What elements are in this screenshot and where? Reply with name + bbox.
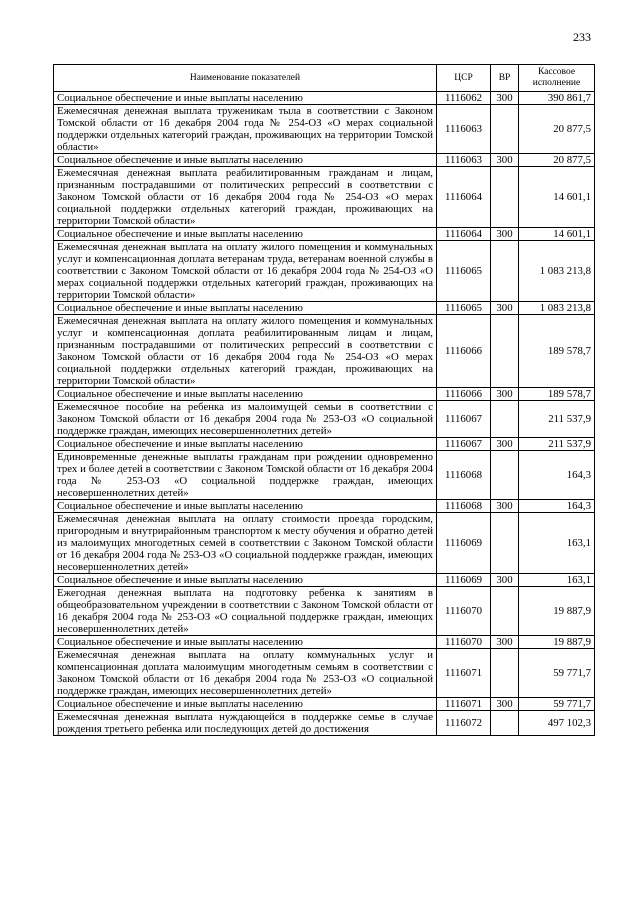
table-row [54,698,595,711]
row-vr: 300 [491,302,519,315]
row-csr: 1116069 [437,513,491,574]
row-vr [491,401,519,438]
row-vr [491,241,519,302]
table-row [54,513,595,574]
row-description: Социальное обеспечение и иные выплаты населению [54,438,437,451]
row-vr: 300 [491,388,519,401]
row-csr: 1116066 [437,388,491,401]
row-vr: 300 [491,92,519,105]
row-description: Социальное обеспечение и иные выплаты населению [54,636,437,649]
row-csr: 1116071 [437,698,491,711]
table-row [54,401,595,438]
row-amount: 164,3 [519,451,595,500]
row-vr: 300 [491,698,519,711]
row-description: Социальное обеспечение и иные выплаты населению [54,92,437,105]
table-row [54,105,595,154]
table-row [54,574,595,587]
row-amount: 20 877,5 [519,105,595,154]
header-name: Наименование показателей [54,65,437,92]
row-csr: 1116063 [437,154,491,167]
row-csr: 1116065 [437,241,491,302]
row-csr: 1116069 [437,574,491,587]
row-description: Социальное обеспечение и иные выплаты населению [54,154,437,167]
table-row [54,154,595,167]
row-csr: 1116066 [437,315,491,388]
row-amount: 163,1 [519,513,595,574]
table-row [54,587,595,636]
row-amount: 163,1 [519,574,595,587]
page-number: 233 [573,30,591,44]
table-row [54,438,595,451]
row-description: Социальное обеспечение и иные выплаты населению [54,698,437,711]
row-amount: 1 083 213,8 [519,241,595,302]
row-csr: 1116067 [437,438,491,451]
header-kassovoe: Кассовое исполнение [519,65,595,92]
table-row [54,167,595,228]
row-description: Ежемесячная денежная выплата на оплату стоимости проезда городским, пригородным и внутрирайонным транспортом к месту обучения и обратно детей из малоимущих многодетных семей в соответствии с Законом Томской области от 16 декабря 2004 года № 253-ОЗ «О социальной поддержке граждан, имеющих несовершеннолетних детей» [54,513,437,574]
row-csr: 1116070 [437,587,491,636]
row-amount: 189 578,7 [519,388,595,401]
row-description: Социальное обеспечение и иные выплаты населению [54,302,437,315]
row-description: Социальное обеспечение и иные выплаты населению [54,574,437,587]
table-row [54,302,595,315]
row-vr [491,105,519,154]
row-amount: 14 601,1 [519,228,595,241]
table-row [54,711,595,736]
row-csr: 1116068 [437,500,491,513]
row-csr: 1116072 [437,711,491,736]
row-vr: 300 [491,574,519,587]
table-row [54,649,595,698]
row-csr: 1116068 [437,451,491,500]
header-vr: ВР [491,65,519,92]
table-row [54,92,595,105]
row-csr: 1116067 [437,401,491,438]
row-csr: 1116064 [437,167,491,228]
row-amount: 59 771,7 [519,649,595,698]
row-amount: 164,3 [519,500,595,513]
row-description: Ежемесячная денежная выплата на оплату жилого помещения и коммунальных услуг и компенсационная доплата реабилитированным лицам и лицам, признанным пострадавшими от политических репрессий в соответствии с Законом Томской области от 16 декабря 2004 года № 254-ОЗ «О мерах социальной поддержки отдельных категорий граждан, проживающих на территории Томской области» [54,315,437,388]
row-amount: 14 601,1 [519,167,595,228]
table-header-row [54,65,595,92]
row-description: Ежемесячная денежная выплата труженикам тыла в соответствии с Законом Томской области от 16 декабря 2004 года № 254-ОЗ «О мерах социальной поддержки отдельных категорий граждан, проживающих на территории Томской области» [54,105,437,154]
row-amount: 211 537,9 [519,438,595,451]
row-csr: 1116071 [437,649,491,698]
row-description: Ежемесячная денежная выплата нуждающейся в поддержке семье в случае рождения третьего ребенка или последующих детей до достижения [54,711,437,736]
row-vr [491,513,519,574]
row-description: Ежемесячная денежная выплата реабилитированным гражданам и лицам, признанным пострадавшими от политических репрессий в соответствии с Законом Томской области от 16 декабря 2004 года № 254-ОЗ «О мерах социальной поддержки отдельных категорий граждан, проживающих на территории Томской области» [54,167,437,228]
row-csr: 1116062 [437,92,491,105]
row-description: Ежемесячная денежная выплата на оплату жилого помещения и коммунальных услуг и компенсационная доплата ветеранам труда, ветеранам военной службы в соответствии с Законом Томской области от 16 декабря 2004 года № 254-ОЗ «О мерах социальной поддержки отдельных категорий граждан, проживающих на территории Томской области» [54,241,437,302]
row-vr [491,649,519,698]
header-csr: ЦСР [437,65,491,92]
row-description: Социальное обеспечение и иные выплаты населению [54,388,437,401]
table-row [54,500,595,513]
row-description: Ежемесячная денежная выплата на оплату коммунальных услуг и компенсационная доплата малоимущим многодетным семьям в соответствии с Законом Томской области от 16 декабря 2004 года № 253-ОЗ «О социальной поддержке граждан, имеющих несовершеннолетних детей» [54,649,437,698]
row-vr [491,711,519,736]
row-amount: 189 578,7 [519,315,595,388]
table-row [54,636,595,649]
table-row [54,228,595,241]
row-amount: 211 537,9 [519,401,595,438]
table-row [54,388,595,401]
row-vr [491,587,519,636]
row-description: Ежегодная денежная выплата на подготовку ребенка к занятиям в общеобразовательном учреждении в соответствии с Законом Томской области от 16 декабря 2004 года № 253-ОЗ «О социальной поддержке граждан, имеющих несовершеннолетних детей» [54,587,437,636]
row-csr: 1116070 [437,636,491,649]
row-description: Единовременные денежные выплаты гражданам при рождении одновременно трех и более детей в соответствии с Законом Томской области от 16 декабря 2004 года № 253-ОЗ «О социальной поддержке граждан, имеющих несовершеннолетних детей» [54,451,437,500]
row-csr: 1116065 [437,302,491,315]
row-vr: 300 [491,228,519,241]
row-amount: 1 083 213,8 [519,302,595,315]
table-row [54,451,595,500]
row-amount: 59 771,7 [519,698,595,711]
row-csr: 1116063 [437,105,491,154]
row-amount: 19 887,9 [519,587,595,636]
row-vr: 300 [491,438,519,451]
row-vr [491,167,519,228]
budget-table [53,64,595,736]
row-description: Социальное обеспечение и иные выплаты населению [54,228,437,241]
table-row [54,241,595,302]
row-amount: 390 861,7 [519,92,595,105]
row-vr [491,315,519,388]
row-description: Социальное обеспечение и иные выплаты населению [54,500,437,513]
row-description: Ежемесячное пособие на ребенка из малоимущей семьи в соответствии с Законом Томской области от 16 декабря 2004 года № 253-ОЗ «О социальной поддержке граждан, имеющих несовершеннолетних детей» [54,401,437,438]
row-vr: 300 [491,500,519,513]
row-amount: 19 887,9 [519,636,595,649]
row-vr [491,451,519,500]
row-csr: 1116064 [437,228,491,241]
row-amount: 497 102,3 [519,711,595,736]
row-vr: 300 [491,636,519,649]
table-row [54,315,595,388]
row-amount: 20 877,5 [519,154,595,167]
row-vr: 300 [491,154,519,167]
